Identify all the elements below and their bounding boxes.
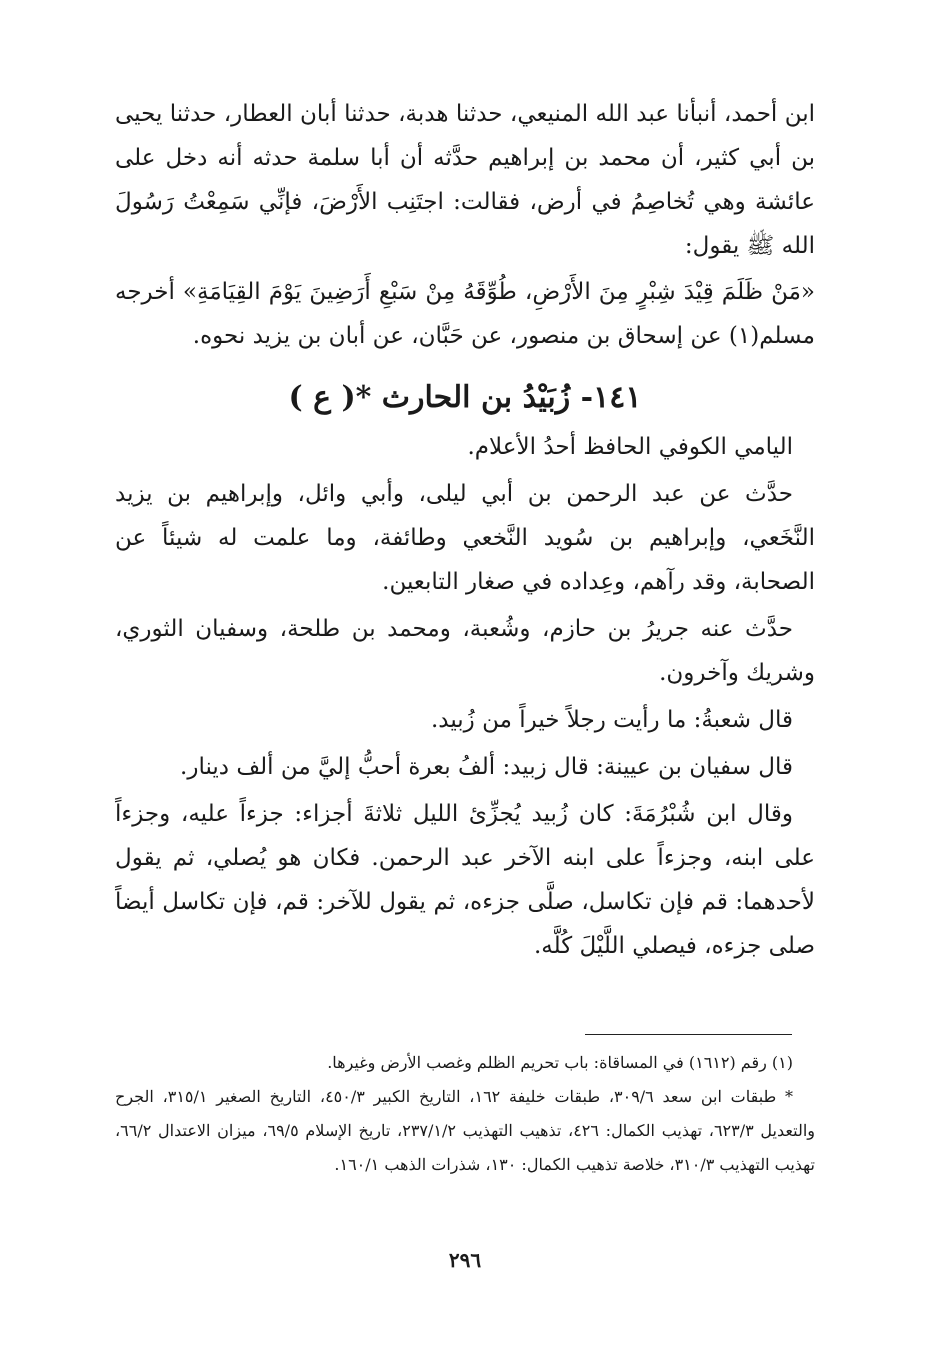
body-paragraph: حدَّث عنه جريرُ بن حازم، وشُعبة، ومحمد بن طلحة، وسفيان الثوري، وشريك وآخرون. [115,616,815,686]
biography-heading: ١٤١- زُبَيْدُ بن الحارث *( ع ) [288,380,642,415]
body-paragraph: وقال ابن شُبْرُمَةَ: كان زُبيد يُجزِّئ الليل ثلاثةَ أجزاء: جزءاً عليه، وجزءاً على ابنه، وجزءاً على ابنه الآخر عبد الرحمن. فكان هو يُصلي، ثم يقول لأحدهما: قم فإن تكاسل، صلَّى جزءه، ثم يقول للآخر: قم، فإن تكاسل أيضاً صلى جزءه، فيصلي اللَّيْلَ كُلَّه. [115,801,815,959]
body-paragraph: قال سفيان بن عيينة: قال زبيد: ألفُ بعرة أحبُّ إليَّ من ألف دينار. [180,754,793,780]
body-paragraph: اليامي الكوفي الحافظ أحدُ الأعلام. [467,434,793,460]
intro-section [115,92,815,358]
hadith-quote-paragraph: «مَنْ ظَلَمَ قِيْدَ شِبْرٍ مِنَ الأَرْضِ، طُوِّقَهُ مِنْ سَبْعِ أَرَضِينَ يَوْمَ القِيَامَةِ» أخرجه مسلم(١) عن إسحاق بن منصور، عن حَبَّان، عن أبان بن يزيد نحوه. [115,279,815,349]
footnote: (١) رقم (١٦١٢) في المساقاة: باب تحريم الظلم وغصب الأرض وغيرها. [327,1053,793,1072]
page-number: ٢٩٦ [448,1248,482,1272]
intro-paragraph: ابن أحمد، أنبأنا عبد الله المنيعي، حدثنا هدبة، حدثنا أبان العطار، حدثنا يحيى بن أبي كثير، أن محمد بن إبراهيم حدَّثه أن أبا سلمة حدثه أنه دخل على عائشة وهي تُخاصِمُ في أرض، فقالت: اجتَنِب الأَرْضَ، فإنِّي سَمِعْتُ رَسُولَ الله ﷺ يقول: [115,101,815,259]
biography-body [115,425,815,971]
footnotes-section [115,1046,815,1182]
footnote: * طبقات ابن سعد ٣٠٩/٦، طبقات خليفة ١٦٢، التاريخ الكبير ٤٥٠/٣، التاريخ الصغير ٣١٥/١، الجرح والتعديل ٦٢٣/٣، تهذيب الكمال: ٤٢٦، تذهيب التهذيب ٢٣٧/١/٢، تاريخ الإسلام ٦٩/٥، ميزان الاعتدال ٦٦/٢، تهذيب التهذيب ٣١٠/٣، خلاصة تذهيب الكمال: ١٣٠، شذرات الذهب ١٦٠/١. [115,1087,815,1174]
body-paragraph: قال شعبةُ: ما رأيت رجلاً خيراً من زُبيد. [430,707,793,733]
body-paragraph: حدَّث عن عبد الرحمن بن أبي ليلى، وأبي وائل، وإبراهيم بن يزيد النَّخَعي، وإبراهيم بن سُويد النَّخعي وطائفة، وما علمت له شيئاً عن الصحابة، وقد رآهم، وعِداده في صغار التابعين. [115,481,815,595]
footnote-divider [585,1034,792,1035]
